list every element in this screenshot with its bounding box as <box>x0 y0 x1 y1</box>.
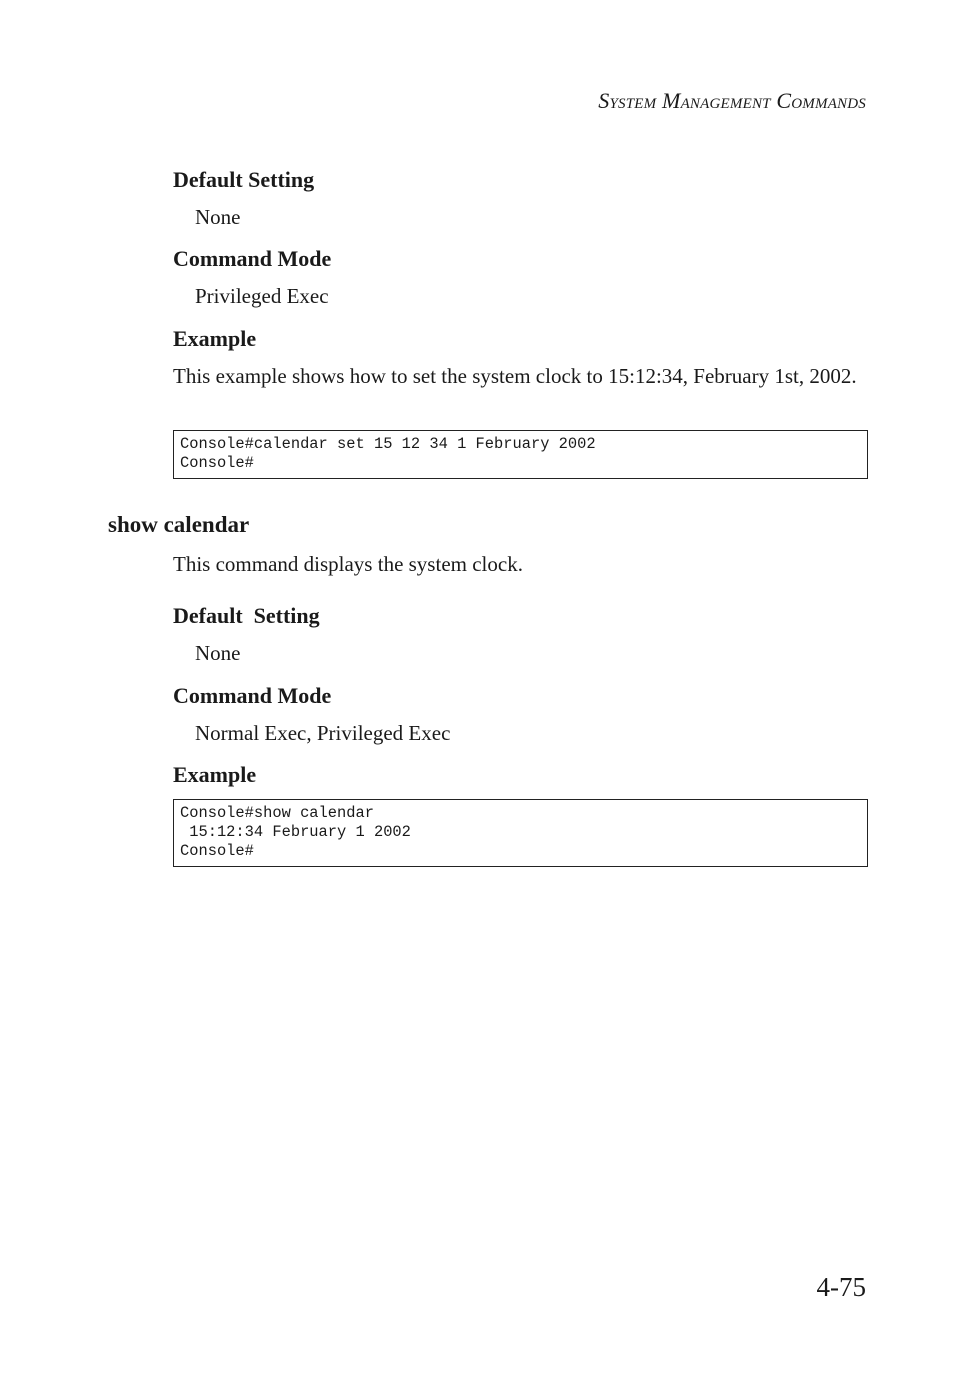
code-block <box>173 799 868 867</box>
command-description: This command displays the system clock. <box>173 552 523 576</box>
command-mode-value: Privileged Exec <box>195 284 329 308</box>
command-mode-value: Normal Exec, Privileged Exec <box>195 721 451 745</box>
code-line: Console#show calendar <box>180 804 374 822</box>
code-line: Console#calendar set 15 12 34 1 February 2002 <box>180 435 596 453</box>
example-heading: Example <box>173 326 257 351</box>
example-text: This example shows how to set the system clock to 15:12:34, February 1st, 2002. <box>173 364 857 388</box>
code-block <box>173 430 868 479</box>
code-line: Console# <box>180 454 254 472</box>
default-setting-value: None <box>195 205 241 229</box>
command-mode-heading: Command Mode <box>173 683 332 708</box>
example-heading: Example <box>173 762 257 787</box>
page-number: 4-75 <box>816 1272 866 1302</box>
default-setting-heading: Default Setting <box>173 603 320 628</box>
default-setting-value: None <box>195 641 241 665</box>
running-head: System Management Commands <box>598 88 866 113</box>
code-line: 15:12:34 February 1 2002 <box>180 823 411 841</box>
code-line: Console# <box>180 842 254 860</box>
command-title: show calendar <box>108 512 250 537</box>
default-setting-heading: Default Setting <box>173 167 315 192</box>
command-mode-heading: Command Mode <box>173 246 332 271</box>
